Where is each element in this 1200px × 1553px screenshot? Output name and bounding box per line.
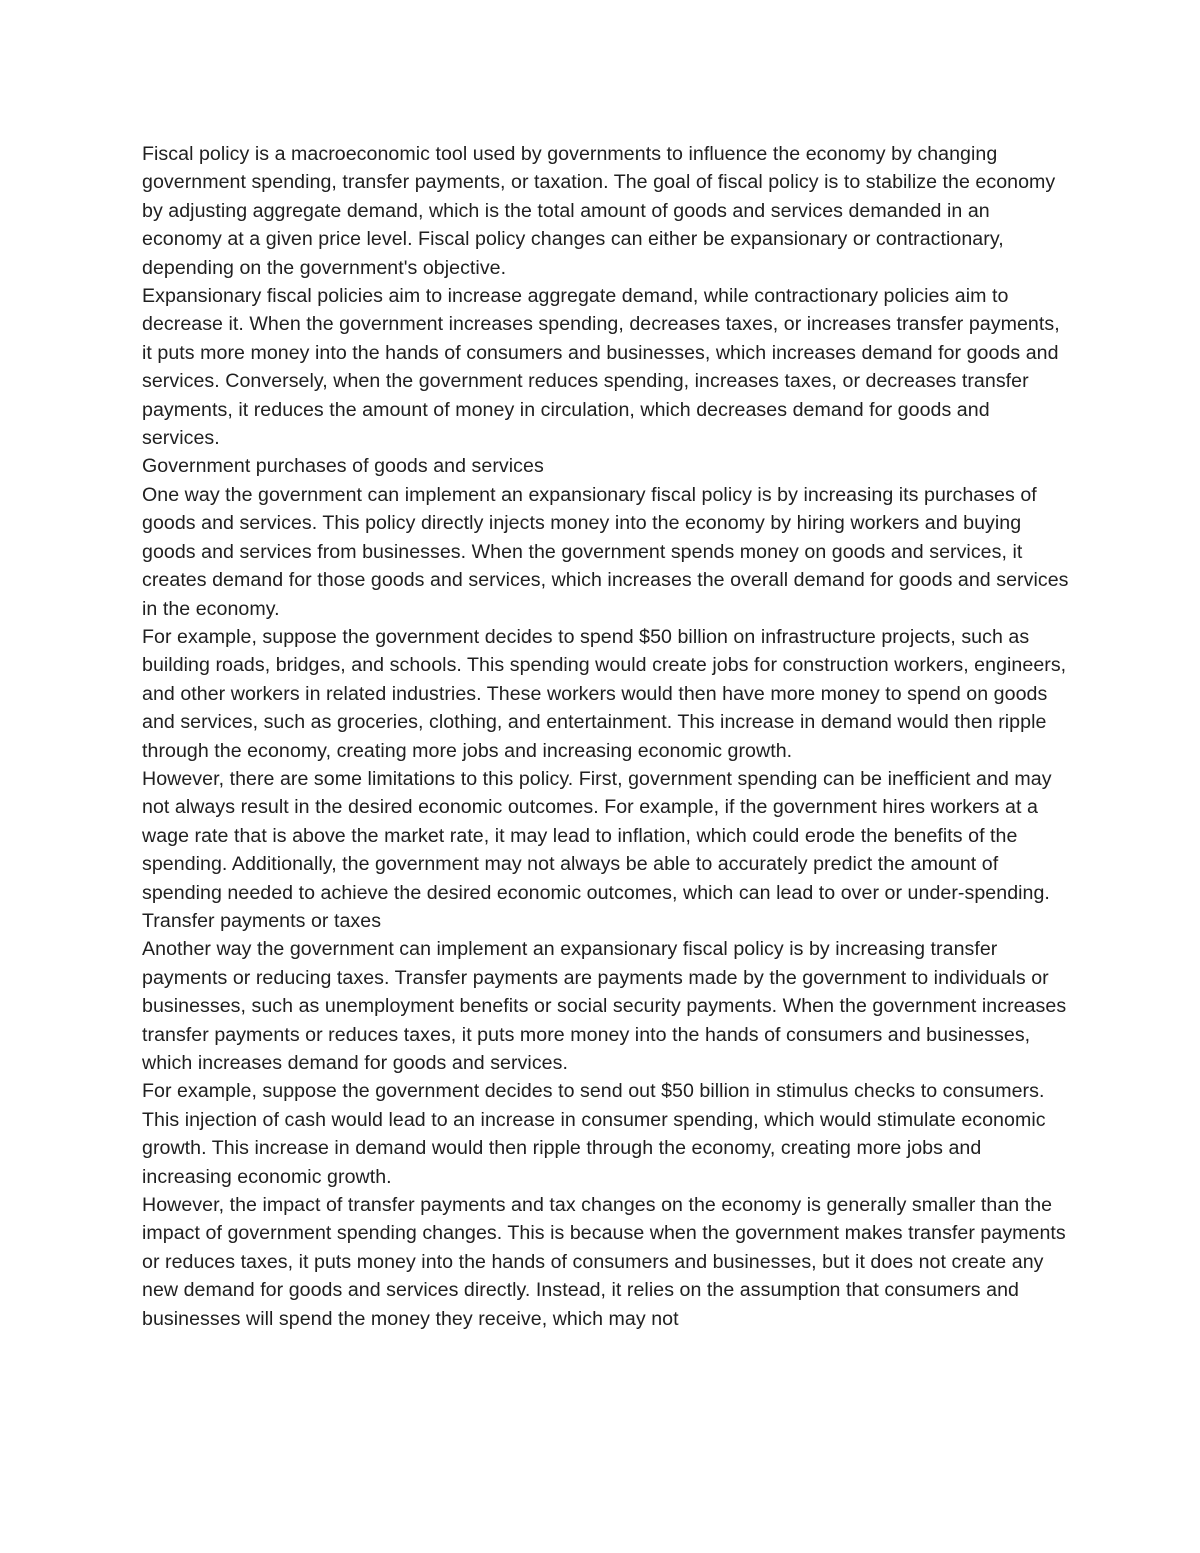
paragraph-intro: Fiscal policy is a macroeconomic tool used by governments to influence the economy by changing government spending, transfer payments, or taxation. The goal of fiscal policy is to stabilize the economy by adjusting aggregate demand, which is the total amount of goods and services demanded in an economy at a given price level. Fiscal policy changes can either be expansionary or contractionary, depending on the government's objective. [142, 143, 1056, 279]
paragraph-transfer-impact: However, the impact of transfer payments and tax changes on the economy is generally smaller than the impact of government spending changes. This is because when the government makes transfer payments or reduces taxes, it puts money into the hands of consumers and businesses, but it does not create any new demand for goods and services directly. Instead, it relies on the assumption that consumers and businesses will spend the money they receive, which may not [142, 1194, 1066, 1330]
paragraph-spending-limitations: However, there are some limitations to this policy. First, government spending can be inefficient and may not always result in the desired economic outcomes. For example, if the government hires workers at a wage rate that is above the market rate, it may lead to inflation, which could erode the benefits of the spending. Additionally, the government may not always be able to accurately predict the amount of spending needed to achieve the desired economic outcomes, which can lead to over or under-spending. [142, 767, 1052, 904]
paragraph-purchases: One way the government can implement an expansionary fiscal policy is by increasing its purchases of goods and services. This policy directly injects money into the economy by hiring workers and buying goods and services from businesses. When the government spends money on goods and services, it creates demand for those goods and services, which increases the overall demand for goods and services in the economy. [142, 483, 1069, 620]
heading-government-purchases: Government purchases of goods and services [142, 455, 544, 478]
heading-transfer-payments: Transfer payments or taxes [142, 909, 382, 932]
paragraph-infrastructure-example: For example, suppose the government decides to spend $50 billion on infrastructure projects, such as building roads, bridges, and schools. This spending would create jobs for construction workers, engineers, and other workers in related industries. These workers would then have more money to spend on goods and services, such as groceries, clothing, and entertainment. This increase in demand would then ripple through the economy, creating more jobs and increasing economic growth. [142, 625, 1067, 762]
paragraph-expansionary-contractionary: Expansionary fiscal policies aim to increase aggregate demand, while contractionary policies aim to decrease it. When the government increases spending, decreases taxes, or increases transfer payments, it puts more money into the hands of consumers and businesses, which increases demand for goods and services. Conversely, when the government reduces spending, increases taxes, or decreases transfer payments, it reduces the amount of money in circulation, which decreases demand for goods and services. [142, 285, 1060, 450]
paragraph-transfer-payments: Another way the government can implement an expansionary fiscal policy is by increasing transfer payments or reducing taxes. Transfer payments are payments made by the government to individuals or businesses, such as unemployment benefits or social security payments. When the government increases transfer payments or reduces taxes, it puts more money into the hands of consumers and businesses, which increases demand for goods and services. [142, 938, 1067, 1074]
document-body [142, 140, 1072, 1333]
paragraph-stimulus-example: For example, suppose the government decides to send out $50 billion in stimulus checks to consumers. This injection of cash would lead to an increase in consumer spending, which would stimulate economic growth. This increase in demand would then ripple through the economy, creating more jobs and increasing economic growth. [142, 1080, 1046, 1188]
